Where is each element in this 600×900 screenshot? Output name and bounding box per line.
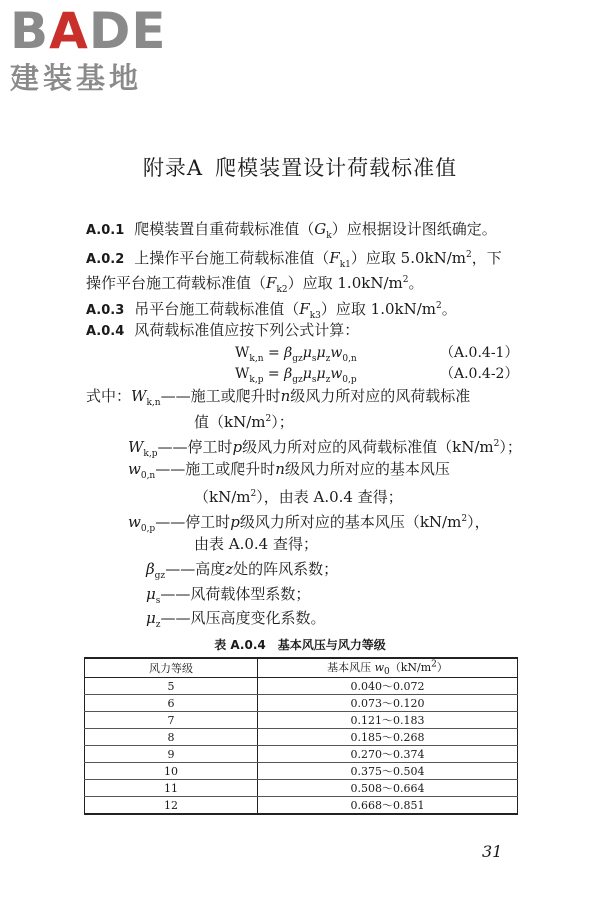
pressure-cell: 0.668～0.851 — [258, 797, 518, 815]
clause-label: A.0.4 — [86, 324, 125, 339]
subscript: 0,n — [140, 471, 156, 481]
definition-text: ）， — [467, 513, 490, 531]
subscript: gz — [292, 353, 303, 364]
definition-text: ——停工时 — [157, 438, 233, 456]
definition-text: ）； — [499, 438, 522, 456]
subscript: k,p — [249, 374, 264, 385]
definition-text: 处的阵风系数； — [233, 560, 339, 578]
formula-number: （A.0.4-1） — [440, 345, 519, 361]
symbol: n — [280, 387, 291, 405]
table-row — [85, 729, 518, 746]
definition-muz — [146, 606, 326, 638]
definition-text: ——高度 — [165, 560, 226, 578]
symbol: F — [266, 274, 277, 292]
pressure-cell: 0.040～0.072 — [258, 678, 518, 695]
symbol: w — [128, 513, 141, 531]
grade-cell: 11 — [85, 780, 258, 797]
subscript: k1 — [339, 260, 351, 270]
subscript: k,p — [143, 449, 158, 459]
symbol: μ — [146, 585, 156, 603]
subscript: z — [155, 620, 161, 630]
pressure-cell: 0.375～0.504 — [258, 763, 518, 780]
subscript: z — [325, 353, 331, 364]
definition-text: ），由表 A.0.4 查得； — [256, 488, 403, 506]
symbol: z — [225, 560, 234, 578]
grade-cell: 5 — [85, 678, 258, 695]
grade-cell: 9 — [85, 746, 258, 763]
logo — [10, 4, 175, 99]
definition-text: ——风荷载体型系数； — [160, 585, 311, 603]
logo-letter: B — [10, 2, 50, 60]
superscript: 2 — [461, 514, 468, 524]
superscript: 2 — [466, 250, 472, 260]
clause-text: ）应取 1.0kN/m — [287, 274, 403, 292]
clause-text: 。 — [408, 274, 424, 292]
definition-text: （kN/m — [194, 488, 251, 506]
clause-text: 操作平台施工荷载标准值（ — [86, 274, 267, 292]
clause-text: ）应取 5.0kN/m — [350, 249, 467, 267]
subscript: s — [311, 353, 317, 364]
symbol: = β — [267, 345, 293, 361]
subscript: k,n — [146, 398, 161, 408]
subscript: k — [326, 231, 332, 241]
table-row — [85, 746, 518, 763]
subscript: 0,p — [342, 374, 357, 385]
symbol: w — [128, 460, 141, 478]
logo-letter-accent: A — [49, 2, 89, 60]
appendix-label: 附录A — [142, 156, 204, 180]
grade-cell: 6 — [85, 695, 258, 712]
symbol: W — [128, 438, 144, 456]
definition-w0n-cont — [194, 482, 403, 510]
definition-text: ——风压高度变化系数。 — [160, 609, 326, 627]
symbol: w — [330, 345, 343, 361]
table-title: 基本风压与风力等级 — [277, 638, 386, 652]
symbol: w — [330, 366, 343, 382]
table-row — [85, 797, 518, 815]
page-title — [0, 152, 600, 182]
logo-subtitle: 建装基地 — [10, 61, 143, 95]
superscript: 2 — [250, 489, 257, 499]
column-header: 风力等级 — [85, 658, 258, 678]
definition-text: 级风力所对应的基本风压 — [284, 460, 450, 478]
superscript: 2 — [402, 275, 409, 285]
symbol: n — [275, 460, 285, 478]
definition-text: ——停工时 — [155, 513, 231, 531]
symbol: F — [299, 300, 310, 318]
clause-label: A.0.1 — [86, 223, 125, 238]
symbol: μ — [316, 345, 326, 361]
table-caption — [0, 636, 600, 653]
symbol: p — [230, 513, 240, 531]
pressure-cell: 0.270～0.374 — [258, 746, 518, 763]
symbol: W — [235, 366, 250, 382]
clause-text: 吊平台施工荷载标准值（ — [134, 300, 300, 318]
header-text: （kN/m — [389, 661, 432, 674]
table-row — [85, 695, 518, 712]
subscript: k3 — [309, 311, 321, 321]
superscript: 2 — [265, 414, 272, 424]
header-text: 基本风压 — [327, 661, 375, 674]
logo-letter: DE — [88, 2, 167, 60]
symbol: μ — [302, 366, 312, 382]
subscript: z — [325, 374, 331, 385]
grade-cell: 7 — [85, 712, 258, 729]
table-row — [85, 712, 518, 729]
subscript: s — [311, 374, 317, 385]
grade-cell: 10 — [85, 763, 258, 780]
symbol: W — [235, 345, 250, 361]
symbol: μ — [316, 366, 326, 382]
definition-prefix: 式中： — [86, 387, 132, 405]
definition-text: ——施工或爬升时 — [155, 460, 276, 478]
clause-text: 。 — [441, 300, 457, 318]
clause-text: 爬模装置自重荷载标准值（ — [134, 220, 315, 238]
clause-a04 — [86, 318, 520, 344]
table-row — [85, 780, 518, 797]
appendix-title: 爬模装置设计荷载标准值 — [215, 156, 458, 180]
superscript: 2 — [493, 439, 500, 449]
pressure-cell: 0.508～0.664 — [258, 780, 518, 797]
formula-number: （A.0.4-2） — [440, 366, 519, 382]
symbol: W — [131, 387, 147, 405]
pressure-cell: 0.185～0.268 — [258, 729, 518, 746]
definition-text: ——施工或爬升时 — [160, 387, 281, 405]
subscript: k,n — [249, 353, 264, 364]
page-number: 31 — [482, 842, 503, 861]
subscript: 0,n — [342, 353, 357, 364]
grade-cell: 8 — [85, 729, 258, 746]
symbol: = β — [267, 366, 293, 382]
subscript: 0 — [384, 667, 390, 678]
superscript: 2 — [436, 301, 442, 311]
pressure-cell: 0.073～0.120 — [258, 695, 518, 712]
clause-text: ）应根据设计图纸确定。 — [331, 220, 497, 238]
clause-text: 风荷载标准值应按下列公式计算： — [134, 321, 360, 339]
clause-text: ，下 — [471, 249, 502, 267]
symbol: w — [374, 661, 384, 674]
definition-w0p-cont — [194, 532, 318, 557]
clause-label: A.0.3 — [86, 303, 125, 318]
wind-pressure-table — [84, 657, 518, 815]
header-text: ） — [436, 661, 448, 674]
definition-text: 值（kN/m — [194, 413, 266, 431]
symbol: F — [329, 249, 340, 267]
logo-wordmark — [10, 4, 175, 59]
definition-text: 由表 A.0.4 查得； — [194, 535, 318, 553]
definition-text: 级风力所对应的风荷载标准值（kN/m — [242, 438, 494, 456]
symbol: μ — [146, 609, 156, 627]
definition-text: 级风力所对应的基本风压（kN/m — [239, 513, 462, 531]
subscript: 0,p — [140, 524, 156, 534]
grade-cell: 12 — [85, 797, 258, 815]
symbol: β — [146, 560, 155, 578]
table-header-row — [85, 658, 518, 678]
symbol: p — [232, 438, 243, 456]
column-header — [258, 658, 518, 678]
subscript: s — [155, 596, 161, 606]
table-row — [85, 763, 518, 780]
subscript: gz — [292, 374, 303, 385]
definition-text: 级风力所对应的风荷载标准 — [290, 387, 471, 405]
clause-text: ）应取 1.0kN/m — [320, 300, 437, 318]
superscript: 2 — [431, 659, 437, 670]
definition-text: ）； — [271, 413, 294, 431]
subscript: k2 — [276, 285, 288, 295]
pressure-cell: 0.121～0.183 — [258, 712, 518, 729]
clause-text: 上操作平台施工荷载标准值（ — [134, 249, 330, 267]
symbol: μ — [302, 345, 312, 361]
clause-label: A.0.2 — [86, 252, 125, 267]
subscript: gz — [154, 571, 166, 581]
symbol: G — [314, 220, 327, 238]
table-row — [85, 678, 518, 695]
definition-wkn-cont — [194, 407, 294, 435]
table-number: 表 A.0.4 — [214, 638, 266, 652]
